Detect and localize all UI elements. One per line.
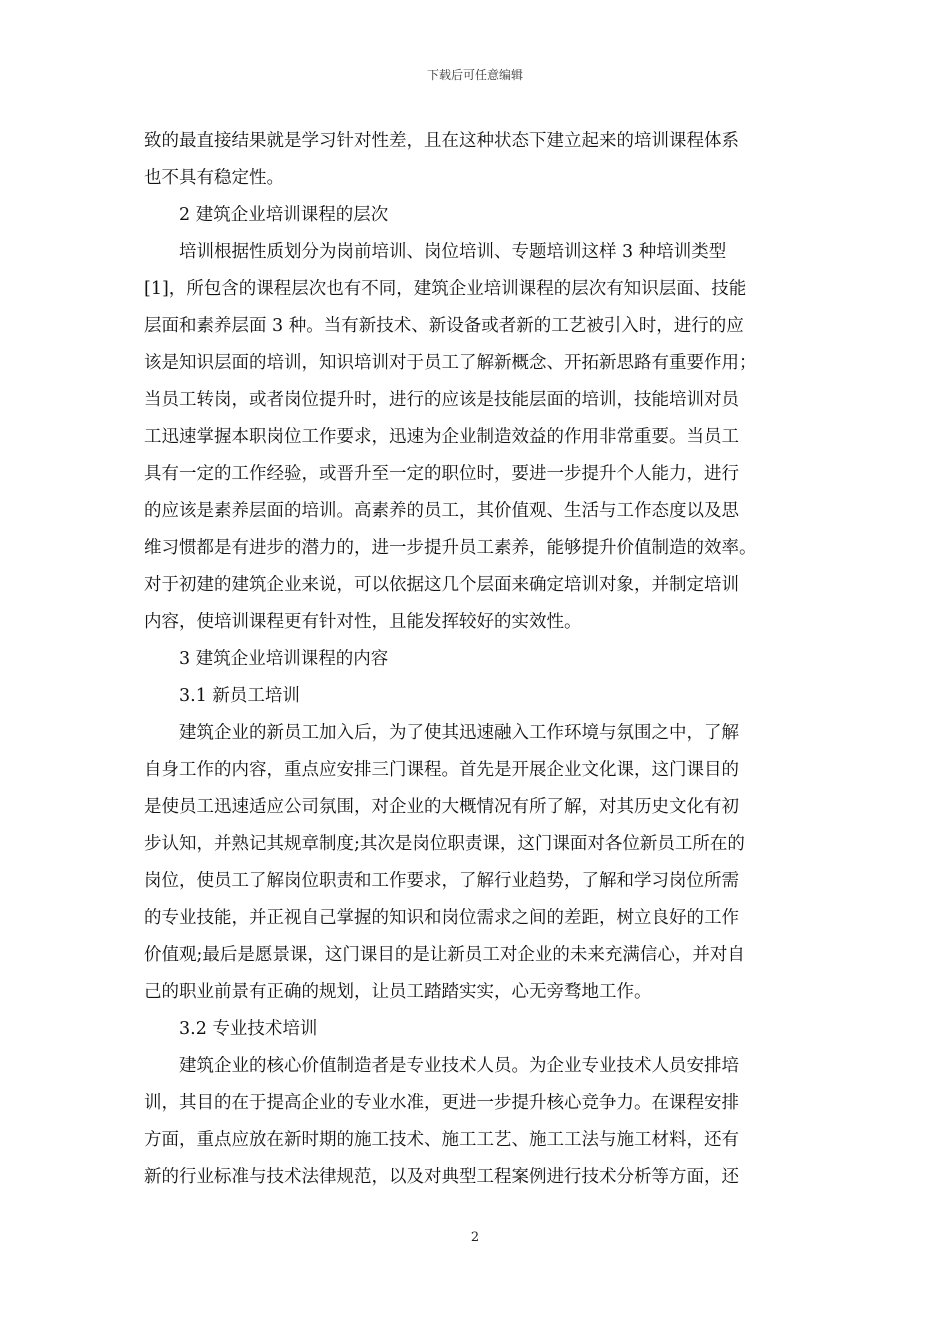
text-line: 步认知，并熟记其规章制度;其次是岗位职责课，这门课面对各位新员工所在的 <box>144 834 745 854</box>
text-line: 致的最直接结果就是学习针对性差，且在这种状态下建立起来的培训课程体系 <box>144 131 739 151</box>
text-line: [1]，所包含的课程层次也有不同，建筑企业培训课程的层次有知识层面、技能 <box>144 279 747 299</box>
text-line: 培训根据性质划分为岗前培训、岗位培训、专题培训这样 3 种培训类型 <box>179 242 727 262</box>
subsection-heading-3-1: 3.1 新员工培训 <box>179 686 300 706</box>
text-line: 建筑企业的核心价值制造者是专业技术人员。为企业专业技术人员安排培 <box>179 1056 739 1076</box>
subsection-heading-3-2: 3.2 专业技术培训 <box>179 1019 318 1039</box>
text-line: 工迅速掌握本职岗位工作要求，迅速为企业制造效益的作用非常重要。当员工 <box>144 427 739 447</box>
text-line: 训，其目的在于提高企业的专业水准，更进一步提升核心竞争力。在课程安排 <box>144 1093 739 1113</box>
text-line: 己的职业前景有正确的规划，让员工踏踏实实，心无旁骛地工作。 <box>144 982 652 1002</box>
text-line: 方面，重点应放在新时期的施工技术、施工工艺、施工工法与施工材料，还有 <box>144 1130 739 1150</box>
text-line: 该是知识层面的培训，知识培训对于员工了解新概念、开拓新思路有重要作用； <box>144 353 757 373</box>
section-heading-3: 3 建筑企业培训课程的内容 <box>179 649 389 669</box>
text-line: 岗位，使员工了解岗位职责和工作要求，了解行业趋势，了解和学习岗位所需 <box>144 871 739 891</box>
text-line: 新的行业标准与技术法律规范，以及对典型工程案例进行技术分析等方面，还 <box>144 1167 739 1187</box>
text-line: 当员工转岗，或者岗位提升时，进行的应该是技能层面的培训，技能培训对员 <box>144 390 739 410</box>
text-line: 的应该是素养层面的培训。高素养的员工，其价值观、生活与工作态度以及思 <box>144 501 739 521</box>
text-line: 内容，使培训课程更有针对性，且能发挥较好的实效性。 <box>144 612 582 632</box>
page-number: 2 <box>470 1230 480 1245</box>
text-line: 具有一定的工作经验，或晋升至一定的职位时，要进一步提升个人能力，进行 <box>144 464 739 484</box>
text-line: 是使员工迅速适应公司氛围，对企业的大概情况有所了解，对其历史文化有初 <box>144 797 739 817</box>
document-body <box>144 123 808 1196</box>
text-line: 的专业技能，并正视自己掌握的知识和岗位需求之间的差距，树立良好的工作 <box>144 908 739 928</box>
text-line: 建筑企业的新员工加入后，为了使其迅速融入工作环境与氛围之中，了解 <box>179 723 739 743</box>
page-header: 下载后可任意编辑 <box>426 68 523 82</box>
text-line: 自身工作的内容，重点应安排三门课程。首先是开展企业文化课，这门课目的 <box>144 760 739 780</box>
text-line: 维习惯都是有进步的潜力的，进一步提升员工素养，能够提升价值制造的效率。 <box>144 538 757 558</box>
text-line: 对于初建的建筑企业来说，可以依据这几个层面来确定培训对象，并制定培训 <box>144 575 739 595</box>
text-line: 也不具有稳定性。 <box>144 168 284 188</box>
text-line: 层面和素养层面 3 种。当有新技术、新设备或者新的工艺被引入时，进行的应 <box>144 316 744 336</box>
section-heading-2: 2 建筑企业培训课程的层次 <box>179 205 389 225</box>
text-line: 价值观;最后是愿景课，这门课目的是让新员工对企业的未来充满信心，并对自 <box>144 945 745 965</box>
